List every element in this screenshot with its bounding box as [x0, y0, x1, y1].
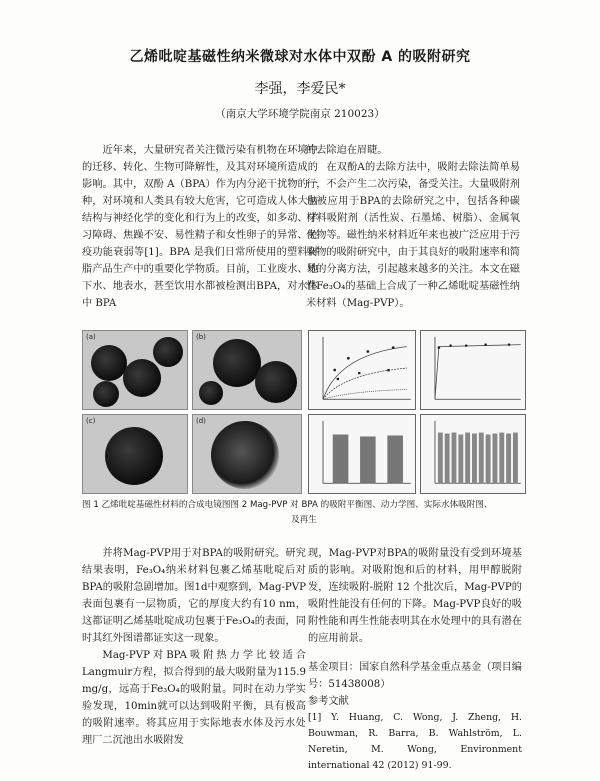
- tem-image-b: [192, 330, 302, 410]
- body-column-left-top: [82, 142, 318, 312]
- paragraph: 在双酚A的去除方法中，吸附去除法简单易行，不会产生二次污染，备受关注。大量吸附剂也被应用于BPA的去除研究之中，包括各种碳材料吸附剂（活性炭、石墨烯、树脂）、金属氧化物等。磁性纳米材料近年来也被广泛应用于污染物的吸附研究中，由于其良好的吸附速率和简易的分离方法，引起越来越多的关注。本文在磁性Fe₃O₄的基础上合成了一种乙烯吡啶基磁性纳米材料（Mag-PVP）。: [306, 162, 520, 309]
- funding-note: 基金项目：国家自然科学基金重点基金（项目编号：51438008）: [308, 662, 522, 690]
- figure-area: [82, 330, 526, 495]
- references-heading: 参考文献: [308, 696, 349, 707]
- body-column-left-bottom: [82, 545, 306, 749]
- body-column-right-top: [306, 142, 520, 312]
- panel-label: (b): [196, 333, 206, 341]
- paragraph: 的去除迫在眉睫。: [306, 145, 388, 156]
- caption-line: 图 1 乙烯吡啶基磁性材料的合成电镜图图 2 Mag-PVP 对 BPA 的吸附平衡图、动力学图、实际水体吸附图、: [82, 500, 493, 510]
- figure-caption: [82, 498, 526, 528]
- tem-image-c: [82, 414, 188, 494]
- tem-image-a: [82, 330, 188, 410]
- article-authors: 李强，李爱民*: [254, 81, 346, 97]
- body-column-right-bottom: [308, 545, 522, 774]
- paragraph: 并将Mag-PVP用于对BPA的吸附研究。研究结果表明，Fe₃O₄纳米材料包裹乙烯基吡啶后对BPA的吸附急剧增加。图1d中观察到，Mag-PVP表面包裹有一层物质，它的厚度大约有10 nm，这都证明乙烯基吡啶成功包裹于Fe₃O₄的表面，同时其红外图谱都证实这一现象。: [82, 548, 306, 644]
- adsorption-kinetics-plot: [420, 330, 526, 410]
- panel-label: (d): [196, 417, 206, 425]
- adsorption-isotherm-plot: [308, 330, 416, 410]
- panel-label: (a): [86, 333, 96, 341]
- paragraph: 现，Mag-PVP对BPA的吸附量没有受到环境基质的影响。对吸附饱和后的材料，用甲醇脱附发，连续吸附-脱附 12 个批次后，Mag-PVP的吸附性能没有任何的下降。Mag-PVP良好的吸附性能和再生性能表明其在水处理中的具有潜在的应用前景。: [308, 548, 522, 644]
- article-affiliation: （南京大学环境学院南京 210023）: [215, 108, 385, 120]
- tem-image-d: [192, 414, 302, 494]
- regeneration-plot: [420, 414, 526, 494]
- paragraph: Mag-PVP对BPA吸附热力学比较适合Langmuir方程，拟合得到的最大吸附量为115.9 mg/g，远高于Fe₃O₄的吸附量。同时在动力学实验发现，10min就可以达到吸附平衡，具有极高的吸附速率。将其应用于实际地表水体及污水处理厂二沉池出水吸附发: [82, 650, 306, 746]
- article-title: 乙烯吡啶基磁性纳米微球对水体中双酚 A 的吸附研究: [129, 49, 471, 65]
- caption-line: 及再生: [291, 515, 317, 525]
- paragraph: 近年来，大量研究者关注微污染有机物在环境中的迁移、转化、生物可降解性，及其对环境所造成的影响。其中，双酚 A（BPA）作为内分泌干扰物的一种，对环境和人类具有较大危害，它可造成人体大脑结构与神经化学的变化和行为上的改变，如多动、学习障碍、焦躁不安、易性精子和女性卵子的异常、免疫功能衰弱等[1]。BPA 是我们日常所使用的塑料树脂产品生产中的重要化学物质。目前，工业废水、地下水、地表水，甚至饮用水都被检测出BPA，对水体中 BPA: [82, 145, 318, 309]
- panel-label: (c): [86, 417, 96, 425]
- real-water-adsorption-plot: [308, 414, 416, 494]
- reference-item: [1] Y. Huang, C. Wong, J. Zheng, H. Bouwman, R. Barra, B. Wahlström, L. Neretin, M. Wong, Environment international 42 (2012) 91-99.: [308, 712, 522, 771]
